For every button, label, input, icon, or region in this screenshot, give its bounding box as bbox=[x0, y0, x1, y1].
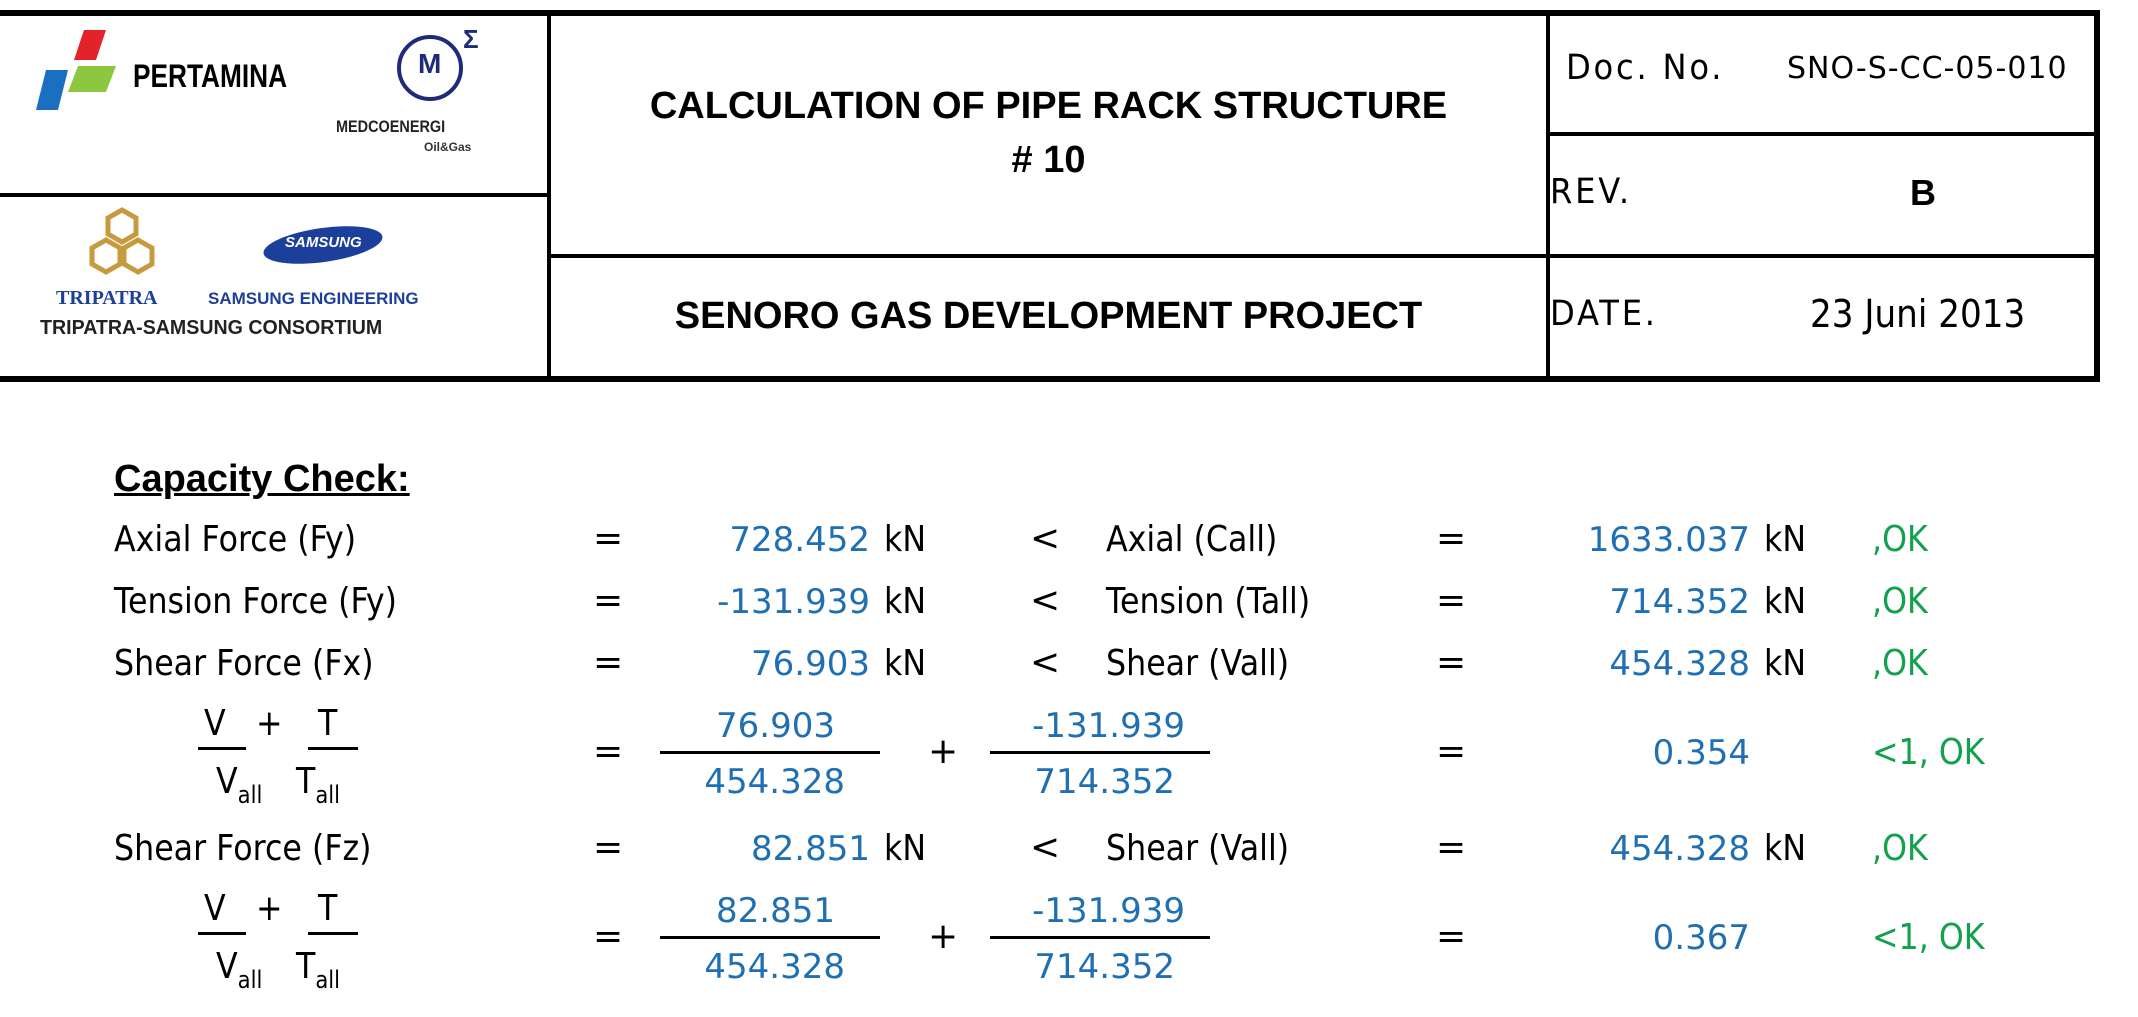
interaction-status: <1, OK bbox=[1872, 732, 1985, 773]
axial-force-value: 728.452 bbox=[729, 520, 870, 560]
tripatra-wordmark: TRIPATRA bbox=[56, 287, 158, 309]
tension-limit-value: 714.352 bbox=[1609, 582, 1750, 622]
denominator: 714.352 bbox=[1034, 947, 1175, 987]
date-label: DATE. bbox=[1550, 294, 1658, 334]
medco-symbol: M bbox=[418, 48, 442, 79]
document-number-title: # 10 bbox=[1011, 139, 1086, 181]
medco-subtitle: Oil&Gas bbox=[424, 140, 472, 154]
shear-fz-value: 82.851 bbox=[751, 829, 870, 869]
equals-sign: = bbox=[593, 642, 624, 683]
formula-vall: $V_{all}$ bbox=[216, 761, 263, 809]
samsung-badge-text: SAMSUNG bbox=[285, 234, 362, 251]
equals-sign: = bbox=[1436, 916, 1467, 957]
row-label-tension: Tension Force (Fy) bbox=[114, 581, 397, 622]
numerator: -131.939 bbox=[1032, 891, 1185, 931]
unit: kN bbox=[884, 519, 927, 560]
medco-sigma: Σ bbox=[463, 24, 479, 54]
pertamina-logo bbox=[34, 30, 124, 114]
equals-sign: = bbox=[1436, 580, 1467, 621]
status-ok: ,OK bbox=[1872, 828, 1928, 869]
fraction-bar bbox=[198, 932, 246, 935]
denominator: 714.352 bbox=[1034, 762, 1175, 802]
numerator: -131.939 bbox=[1032, 706, 1185, 746]
equals-sign: = bbox=[1436, 827, 1467, 868]
formula-tall: $T_{all}$ bbox=[296, 761, 341, 809]
equals-sign: = bbox=[593, 827, 624, 868]
doc-no-label: Doc. No. bbox=[1566, 48, 1725, 88]
unit: kN bbox=[884, 581, 927, 622]
header-divider bbox=[1546, 132, 2100, 136]
row-label-shear-fx: Shear Force (Fx) bbox=[114, 643, 374, 684]
samsung-engineering-wordmark: SAMSUNG ENGINEERING bbox=[208, 289, 419, 308]
fraction-bar bbox=[198, 747, 246, 750]
formula-t: T bbox=[318, 703, 338, 744]
project-name: SENORO GAS DEVELOPMENT PROJECT bbox=[674, 295, 1423, 337]
less-than: < bbox=[1030, 642, 1061, 683]
equals-sign: = bbox=[1436, 731, 1467, 772]
limit-label-axial: Axial (Call) bbox=[1106, 519, 1278, 560]
formula-plus: + bbox=[256, 703, 283, 744]
equals-sign: = bbox=[593, 518, 624, 559]
limit-label-shear: Shear (Vall) bbox=[1106, 828, 1290, 869]
formula-vall: $V_{all}$ bbox=[216, 946, 263, 994]
date-value: 23 Juni 2013 bbox=[1810, 292, 2026, 336]
fraction-bar bbox=[990, 936, 1210, 939]
interaction-result: 0.367 bbox=[1652, 918, 1750, 958]
status-ok: ,OK bbox=[1872, 519, 1928, 560]
medco-wordmark: MEDCOENERGI bbox=[336, 117, 446, 136]
fraction-bar bbox=[660, 751, 880, 754]
limit-label-shear: Shear (Vall) bbox=[1106, 643, 1290, 684]
document-title: CALCULATION OF PIPE RACK STRUCTURE bbox=[649, 85, 1448, 127]
rev-label: REV. bbox=[1550, 172, 1632, 212]
fraction-bar bbox=[660, 936, 880, 939]
equals-sign: = bbox=[593, 731, 624, 772]
equals-sign: = bbox=[593, 580, 624, 621]
numerator: 82.851 bbox=[716, 891, 835, 931]
consortium-name: TRIPATRA-SAMSUNG CONSORTIUM bbox=[40, 317, 383, 339]
fraction-bar bbox=[308, 932, 358, 935]
less-than: < bbox=[1030, 827, 1061, 868]
row-label-axial: Axial Force (Fy) bbox=[114, 519, 357, 560]
equals-sign: = bbox=[1436, 518, 1467, 559]
equals-sign: = bbox=[593, 916, 624, 957]
unit: kN bbox=[1764, 581, 1807, 622]
unit: kN bbox=[1764, 828, 1807, 869]
unit: kN bbox=[1764, 643, 1807, 684]
status-ok: ,OK bbox=[1872, 643, 1928, 684]
capacity-heading: Capacity Check: bbox=[114, 458, 410, 500]
limit-label-tension: Tension (Tall) bbox=[1106, 581, 1311, 622]
denominator: 454.328 bbox=[704, 947, 845, 987]
fraction-bar bbox=[308, 747, 358, 750]
interaction-status: <1, OK bbox=[1872, 917, 1985, 958]
equals-sign: = bbox=[1436, 642, 1467, 683]
interaction-result: 0.354 bbox=[1652, 733, 1750, 773]
numerator: 76.903 bbox=[716, 706, 835, 746]
axial-limit-value: 1633.037 bbox=[1587, 520, 1750, 560]
unit: kN bbox=[884, 828, 927, 869]
less-than: < bbox=[1030, 580, 1061, 621]
plus-sign: + bbox=[928, 731, 959, 772]
pertamina-wordmark: PERTAMINA bbox=[133, 58, 288, 94]
rev-value: B bbox=[1910, 172, 1936, 213]
fraction-bar bbox=[990, 751, 1210, 754]
unit: kN bbox=[1764, 519, 1807, 560]
formula-tall: $T_{all}$ bbox=[296, 946, 341, 994]
shear-fx-value: 76.903 bbox=[751, 644, 870, 684]
formula-v: V bbox=[204, 888, 226, 929]
status-ok: ,OK bbox=[1872, 581, 1928, 622]
formula-v: V bbox=[204, 703, 226, 744]
shear-limit-value: 454.328 bbox=[1609, 829, 1750, 869]
less-than: < bbox=[1030, 518, 1061, 559]
tripatra-logo bbox=[74, 206, 170, 290]
header-divider bbox=[0, 193, 549, 197]
formula-plus: + bbox=[256, 888, 283, 929]
header-divider bbox=[1546, 254, 2100, 258]
doc-no-value: SNO-S-CC-05-010 bbox=[1787, 51, 2068, 86]
formula-t: T bbox=[318, 888, 338, 929]
denominator: 454.328 bbox=[704, 762, 845, 802]
shear-limit-value: 454.328 bbox=[1609, 644, 1750, 684]
unit: kN bbox=[884, 643, 927, 684]
plus-sign: + bbox=[928, 916, 959, 957]
row-label-shear-fz: Shear Force (Fz) bbox=[114, 828, 372, 869]
tension-force-value: -131.939 bbox=[717, 582, 870, 622]
